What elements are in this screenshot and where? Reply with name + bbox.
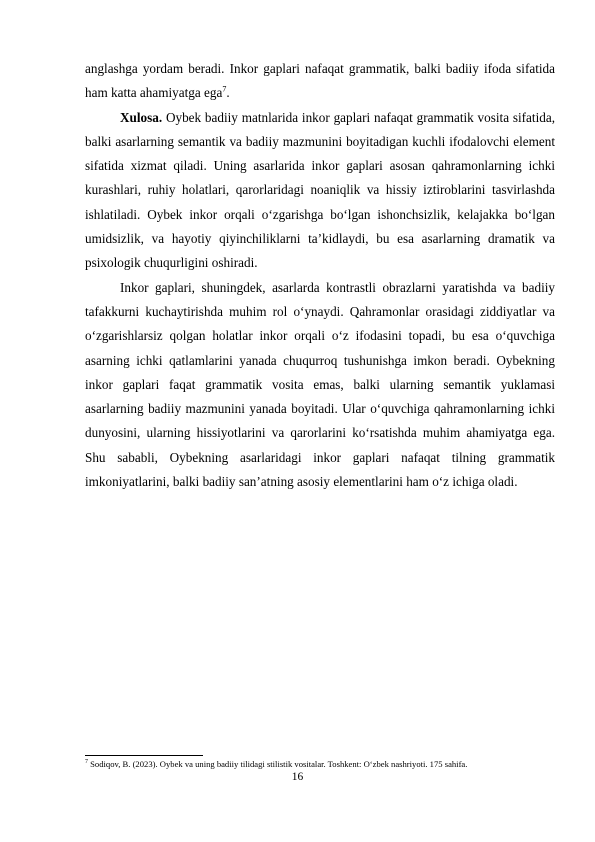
paragraph-1-end: . xyxy=(226,85,230,101)
conclusion-paragraph xyxy=(85,106,555,276)
conclusion-heading: Xulosa. xyxy=(120,109,163,125)
footnote-divider xyxy=(85,755,203,756)
paragraph-3: Inkor gaplari, shuningdek, asarlarda kontrastli obrazlarni yaratishda va badiiy tafakkurni kuchaytirishda muhim rol o‘ynaydi. Qahramonlar orasidagi ziddiyatlar va o‘zgarishlarsiz qolgan holatlar inkor orqali o‘z ifodasini topadi, bu esa o‘quvchiga asarning ichki qatlamlarini yanada chuqurroq tushunishga imkon beradi. Oybekning inkor gaplari faqat grammatik vosita emas, balki ularning semantik yuklamasi asarlarning badiiy mazmunini yanada boyitadi. Ular o‘quvchiga qahramonlarning ichki dunyosini, ularning hissiyotlarini va qarorlarini ko‘rsatishda muhim ahamiyatga ega. Shu sababli, Oybekning asarlaridagi inkor gaplari nafaqat tilning grammatik imkoniyatlarini, balki badiiy san’atning asosiy elementlarini ham o‘z ichiga oladi. xyxy=(85,279,555,490)
footnote-reference: 7 xyxy=(222,84,227,94)
footnote-text: Sodiqov, B. (2023). Oybek va uning badiiy tilidagi stilistik vositalar. Toshkent: O‘zbek nashriyoti. 175 sahifa. xyxy=(88,759,468,769)
paragraph-1-text: anglashga yordam beradi. Inkor gaplari nafaqat grammatik, balki badiiy ifoda sifatida ham katta ahamiyatga ega xyxy=(85,61,555,101)
footnote-number: 7 xyxy=(85,759,88,766)
footnote xyxy=(85,758,467,770)
conclusion-text: Oybek badiiy matnlarida inkor gaplari nafaqat grammatik vosita sifatida, balki asarlarning semantik va badiiy mazmunini boyitadigan kuchli ifodalovchi element sifatida xizmat qiladi. Uning asarlarida inkor gaplari asosan qahramonlarning ichki kurashlari, ruhiy holatlari, qarorlaridagi noaniqlik va hissiy iztiroblarini tasvirlashda ishlatiladi. Oybek inkor orqali o‘zgarishga bo‘lgan ishonchsizlik, kelajakka bo‘lgan umidsizlik, va hayotiy qiyinchiliklarni ta’kidlaydi, bu esa asarlarning dramatik va psixologik chuqurligini oshiradi. xyxy=(85,109,555,271)
paragraph-continuation xyxy=(85,57,555,106)
document-body xyxy=(85,57,555,494)
page-number: 16 xyxy=(291,771,304,783)
